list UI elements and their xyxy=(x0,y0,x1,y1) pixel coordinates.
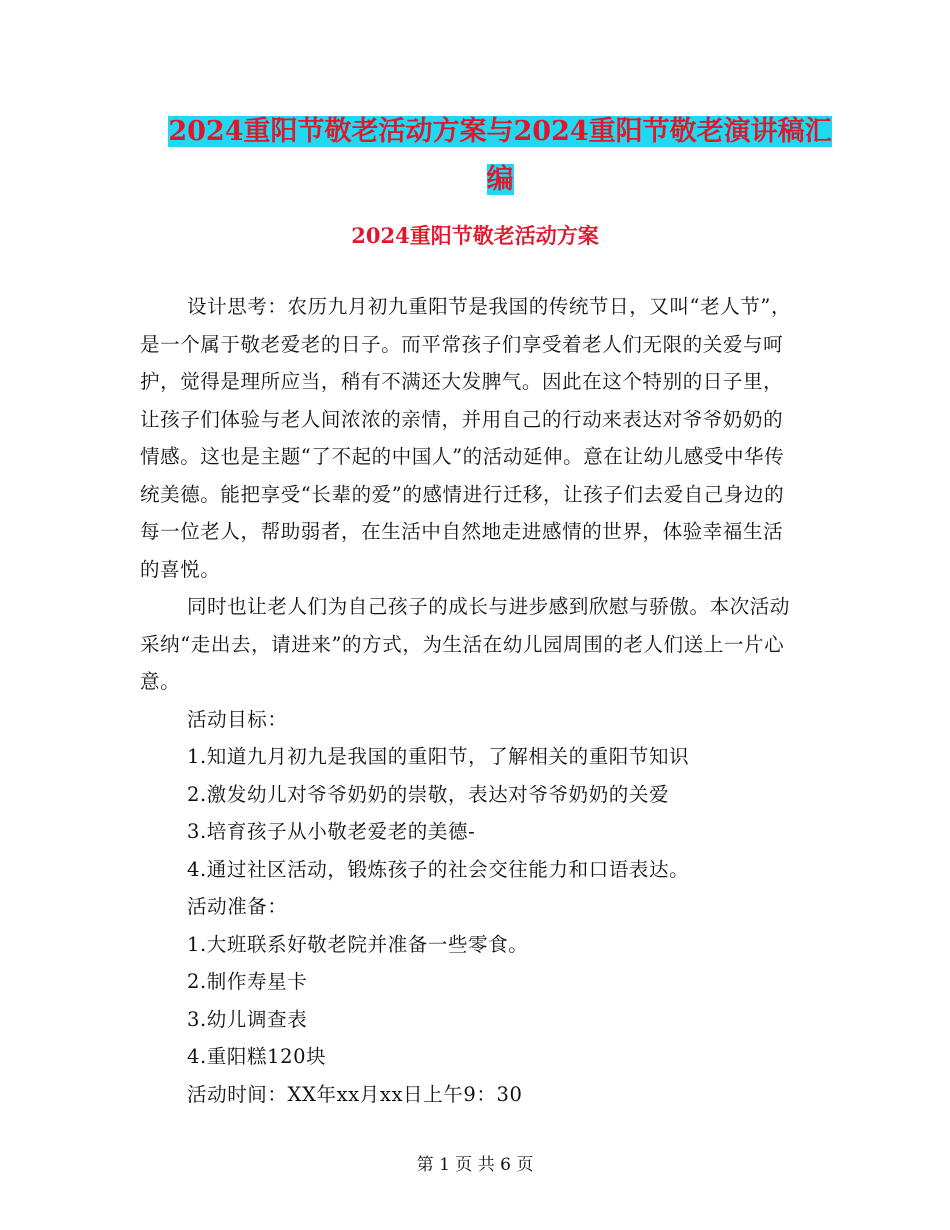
paragraph-design-thinking: 设计思考：农历九月初九重阳节是我国的传统节日，又叫“老人节”，是一个属于敬老爱老的日子。而平常孩子们享受着老人们无限的关爱与呵护，觉得是理所应当，稍有不满还大发脾气。因此在这个特别的日子里，让孩子们体验与老人间浓浓的亲情，并用自己的行动来表达对爷爷奶奶的情感。这也是主题“了不起的中国人”的活动延伸。意在让幼儿感受中华传统美德。能把享受“长辈的爱”的感情进行迁移，让孩子们去爱自己身边的每一位老人，帮助弱者，在生活中自然地走进感情的世界，体验幸福生活的喜悦。 xyxy=(140,295,792,581)
activity-time: 活动时间：XX年xx月xx日上午9：30 xyxy=(187,1082,523,1106)
goal-item: 1.知道九月初九是我国的重阳节，了解相关的重阳节知识 xyxy=(187,745,690,768)
title-line-1: 2024重阳节敬老活动方案与2024重阳节敬老演讲稿汇 xyxy=(168,116,832,147)
prep-item: 3.幼儿调查表 xyxy=(187,1007,308,1031)
goals-heading: 活动目标： xyxy=(187,707,288,731)
title-line-2: 编 xyxy=(486,164,514,195)
document-body xyxy=(140,288,800,1113)
prep-item: 4.重阳糕120块 xyxy=(187,1045,327,1068)
prep-heading: 活动准备： xyxy=(187,895,288,918)
paragraph-meaning: 同时也让老人们为自己孩子的成长与进步感到欣慰与骄傲。本次活动采纳“走出去，请进来”的方式，为生活在幼儿园周围的老人们送上一片心意。 xyxy=(140,595,791,693)
section-title: 2024重阳节敬老活动方案 xyxy=(351,223,599,248)
goal-item: 4.通过社区活动，锻炼孩子的社会交往能力和口语表达。 xyxy=(187,857,690,881)
goal-item: 2.激发幼儿对爷爷奶奶的崇敬，表达对爷爷奶奶的关爱 xyxy=(187,782,670,806)
document-title xyxy=(150,108,850,204)
prep-item: 2.制作寿星卡 xyxy=(187,970,308,993)
page-footer: 第 1 页 共 6 页 xyxy=(416,1155,534,1175)
goal-item: 3.培育孩子从小敬老爱老的美德- xyxy=(187,820,476,843)
prep-item: 1.大班联系好敬老院并准备一些零食。 xyxy=(187,932,529,956)
